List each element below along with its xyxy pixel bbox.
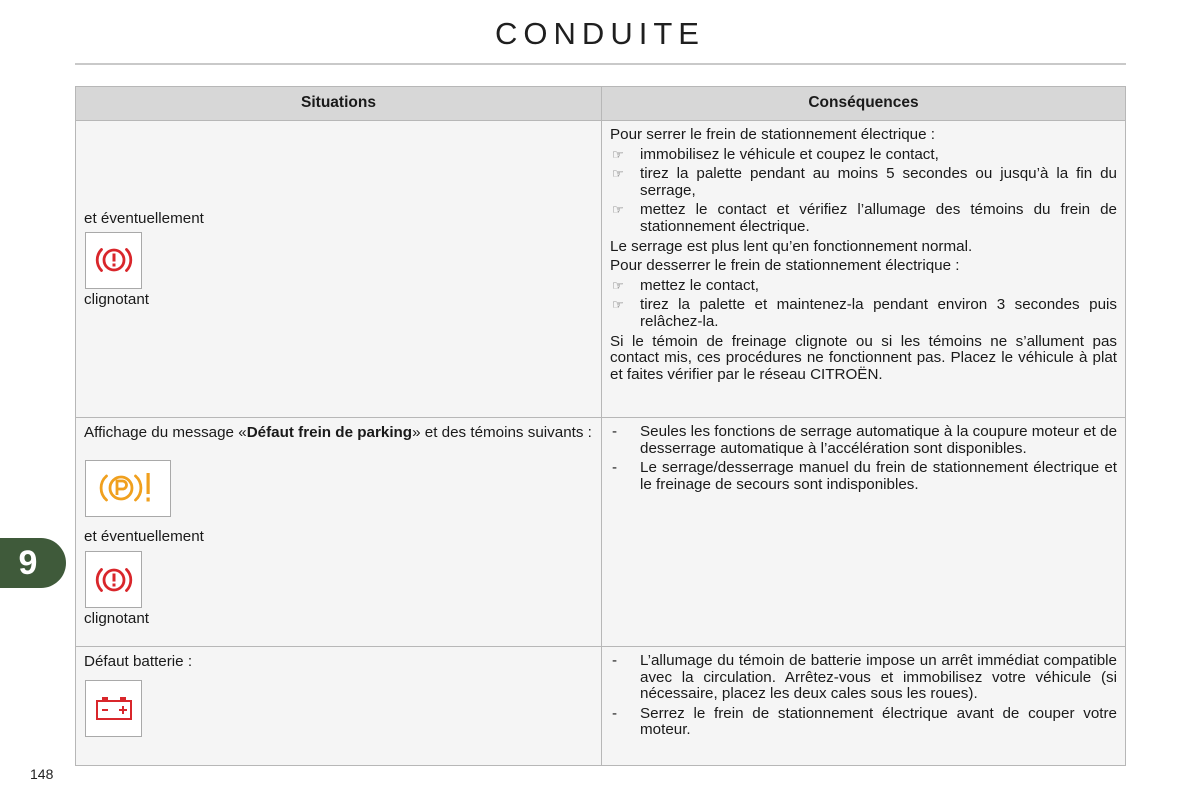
pointing-hand-icon: ☞ — [612, 166, 624, 182]
situation-text: et éventuellement — [84, 527, 204, 545]
table-row — [76, 418, 1126, 647]
pointing-hand-icon: ☞ — [612, 202, 624, 218]
column-header-situations: Situations — [76, 87, 602, 121]
situation-text: et éventuellement — [84, 210, 204, 227]
list-item: ☞ mettez le contact, — [612, 276, 760, 294]
list-item: - Seules les fonctions de serrage automatique à la coupure moteur et de desserrage automatique à l’accélération sont disponibles. — [612, 423, 1118, 457]
list-item: ☞ tirez la palette et maintenez-la pendant environ 3 secondes puis relâchez-la. — [612, 296, 1117, 330]
pointing-hand-icon: ☞ — [612, 146, 624, 162]
consequence-paragraph: Si le témoin de freinage clignote ou si les témoins ne s’allument pas contact mis, ces procédures ne fonctionnent pas. Placez le véhicule à plat et faites vérifier par le réseau CITROËN. — [610, 332, 1117, 383]
chapter-tab: 9 — [0, 538, 66, 588]
list-item: ☞ mettez le contact et vérifiez l’allumage des témoins du frein de stationnement électrique. — [612, 201, 1117, 235]
situation-text: Défaut batterie : — [84, 653, 193, 670]
table-header-row — [76, 87, 1126, 121]
page-title: CONDUITE — [495, 16, 705, 51]
table-row — [76, 647, 1126, 766]
list-item: - Le serrage/desserrage manuel du frein de stationnement électrique et le freinage de secours sont indisponibles. — [612, 459, 1117, 493]
parking-brake-fault-icon — [85, 460, 171, 517]
consequence-paragraph: Le serrage est plus lent qu’en fonctionnement normal. — [610, 237, 973, 255]
consequence-cell — [602, 418, 1126, 647]
pointing-hand-icon: ☞ — [612, 297, 624, 313]
brake-warning-icon — [85, 232, 142, 289]
consequence-cell — [602, 121, 1126, 418]
situation-cell — [76, 647, 602, 766]
message-name: Défaut frein de parking — [246, 424, 413, 441]
situation-text: Affichage du message «Défaut frein de parking» et des témoins suivants : — [84, 424, 592, 441]
brake-warning-icon — [85, 551, 142, 608]
page-number: 148 — [30, 766, 54, 782]
situation-text: clignotant — [84, 610, 150, 628]
situation-cell — [76, 418, 602, 647]
consequence-cell — [602, 647, 1126, 766]
consequence-paragraph: Pour serrer le frein de stationnement électrique : — [610, 126, 936, 143]
title-divider — [75, 63, 1126, 65]
situations-table — [75, 86, 1126, 766]
situation-cell — [76, 121, 602, 418]
pointing-hand-icon: ☞ — [612, 277, 624, 293]
list-item: - L’allumage du témoin de batterie impose un arrêt immédiat compatible avec la circulation. Arrêtez-vous et immobilisez votre véhicule (si nécessaire, placez les deux cales sous les roues). — [612, 652, 1117, 703]
situation-text: clignotant — [84, 290, 150, 308]
list-item: - Serrez le frein de stationnement électrique avant de couper votre moteur. — [612, 704, 1117, 739]
list-item: ☞ tirez la palette pendant au moins 5 secondes ou jusqu’à la fin du serrage, — [612, 165, 1117, 199]
consequence-paragraph: Pour desserrer le frein de stationnement électrique : — [610, 257, 960, 275]
table-row — [76, 121, 1126, 418]
column-header-consequences: Conséquences — [602, 87, 1126, 121]
battery-icon — [85, 680, 142, 737]
list-item: ☞ immobilisez le véhicule et coupez le contact, — [612, 145, 939, 163]
